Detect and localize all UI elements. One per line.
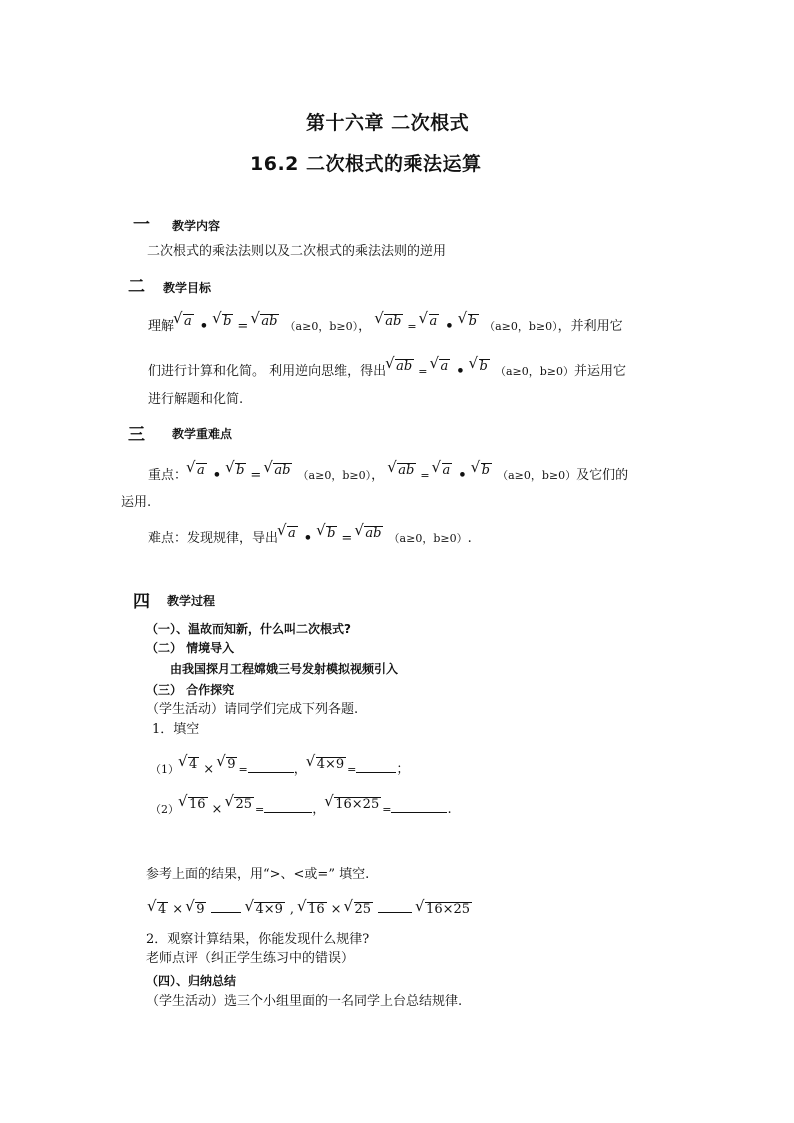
comma: ， xyxy=(358,319,372,334)
section-heading-process: 教学过程 xyxy=(167,594,216,608)
formula-product: √ a •√ b =√ ab xyxy=(187,467,293,485)
condition: （a≥0，b≥0） xyxy=(284,320,359,333)
question-1b-label: （2） xyxy=(150,803,179,816)
reference-text: 参考上面的结果，用“>、<或=” 填空. xyxy=(146,867,370,882)
teacher-comment: 老师点评（纠正学生练习中的错误） xyxy=(146,951,355,966)
content-text: 二次根式的乘法法则以及二次根式的乘法法则的逆用 xyxy=(147,244,447,259)
difficult-prefix: 难点：发现规律，导出 xyxy=(148,531,279,546)
process-step-3: （三） 合作探究 xyxy=(146,683,235,697)
goal-suffix: ，并利用它 xyxy=(557,319,623,334)
difficult-line xyxy=(148,526,472,548)
process-step-1: （一）、温故而知新，什么叫二次根式? xyxy=(146,622,351,636)
compare-blank[interactable] xyxy=(378,900,412,913)
goal-line-2 xyxy=(148,359,627,381)
section-heading-goals: 教学目标 xyxy=(163,281,212,295)
condition: （a≥0，b≥0） xyxy=(388,532,468,545)
chapter-title: 第十六章 二次根式 xyxy=(306,112,470,134)
goal-line-1 xyxy=(148,314,623,336)
process-step-2-text: 由我国探月工程嫦娥三号发射模拟视频引入 xyxy=(170,662,399,676)
goal-line-3: 进行解题和化简. xyxy=(148,392,244,407)
formula-inverse-2: √ ab =√ a •√ b xyxy=(386,363,491,381)
q1b-expr-2: √ 16×25 = xyxy=(325,801,391,819)
answer-blank[interactable] xyxy=(264,800,312,813)
comma: ， xyxy=(371,468,385,483)
section-number-4: 四 xyxy=(133,592,150,612)
formula-inverse: √ ab =√ a •√ b xyxy=(375,318,480,336)
section-number-2: 二 xyxy=(128,277,145,297)
condition: （a≥0，b≥0） xyxy=(497,469,577,482)
process-step-4-text: （学生活动）选三个小组里面的一名同学上台总结规律. xyxy=(146,994,463,1009)
formula-inverse: √ ab =√ a •√ b xyxy=(388,467,493,485)
section-number-1: 一 xyxy=(133,215,150,235)
process-step-4: （四）、归纳总结 xyxy=(146,974,237,988)
condition: （a≥0，b≥0） xyxy=(297,469,372,482)
cmp-expr-3: √ 16 ×√ 25 xyxy=(298,901,374,919)
section-heading-keypoints: 教学重难点 xyxy=(172,427,233,441)
q1a-expr: √ 4 ×√ 9 = xyxy=(179,761,248,779)
comparison-line: √ 4 ×√ 9√ 4×9 ,√ 16 ×√ 25√ 16×25 xyxy=(148,900,473,919)
compare-blank[interactable] xyxy=(211,900,241,913)
key-line-2: 运用. xyxy=(121,495,152,510)
question-1: 1．填空 xyxy=(152,722,200,737)
question-1b: （2）√ 16 ×√ 25 = ，√ 16×25 = . xyxy=(150,800,452,819)
key-suffix: 及它们的 xyxy=(576,468,629,483)
answer-blank[interactable] xyxy=(391,800,447,813)
answer-blank[interactable] xyxy=(356,760,396,773)
question-1a: （1）√ 4 ×√ 9 = ，√ 4×9 = ； xyxy=(150,760,409,779)
process-step-2: （二） 情境导入 xyxy=(146,641,235,655)
key-prefix: 重点： xyxy=(148,468,188,483)
section-number-3: 三 xyxy=(128,425,145,445)
key-line-1 xyxy=(148,463,629,485)
section-heading-content: 教学内容 xyxy=(172,219,221,233)
question-2: 2．观察计算结果，你能发现什么规律? xyxy=(146,932,370,947)
formula-product: √ a •√ b =√ ab xyxy=(174,318,280,336)
condition: （a≥0，b≥0） xyxy=(484,320,558,333)
q1a-expr-2: √ 4×9 = xyxy=(307,761,357,779)
condition: （a≥0，b≥0） xyxy=(494,365,575,378)
difficult-suffix: . xyxy=(467,531,472,546)
section-title: 16.2 二次根式的乘法运算 xyxy=(250,153,482,175)
goal-prefix: 理解 xyxy=(148,319,175,334)
process-step-3-text: （学生活动）请同学们完成下列各题. xyxy=(146,702,359,717)
cmp-expr-1: √ 4 ×√ 9 xyxy=(148,901,207,919)
goal-line2-text: 们进行计算和化简。 利用逆向思维，得出 xyxy=(148,364,387,379)
q1b-expr: √ 16 ×√ 25 = xyxy=(179,801,264,819)
cmp-expr-2: √ 4×9 xyxy=(245,901,285,919)
formula-product: √ a •√ b =√ ab xyxy=(278,530,384,548)
goal-line2-suffix: 并运用它 xyxy=(574,364,627,379)
question-1a-label: （1） xyxy=(150,763,179,776)
answer-blank[interactable] xyxy=(248,760,294,773)
cmp-expr-4: √ 16×25 xyxy=(416,901,473,919)
